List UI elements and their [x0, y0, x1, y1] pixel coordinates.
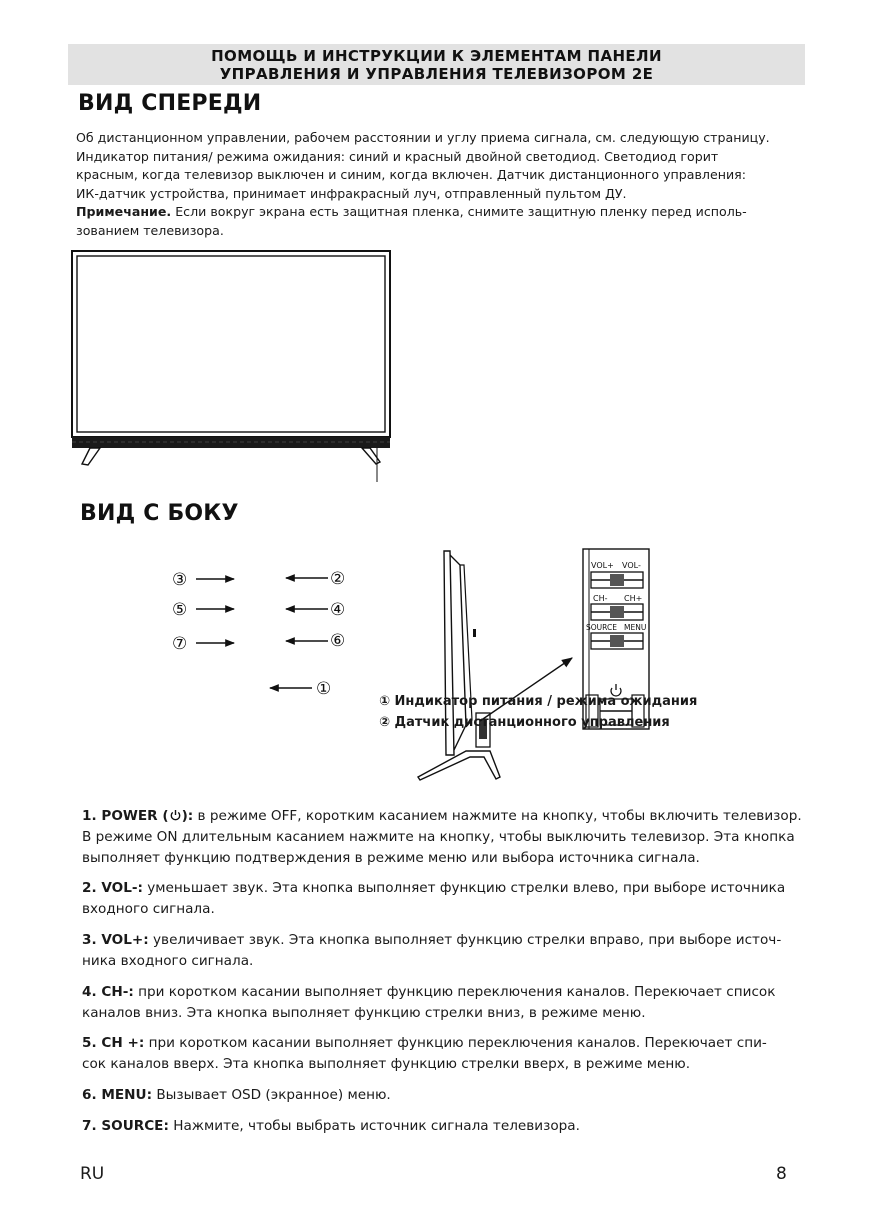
front-line-2: Индикатор питания/ режима ожидания: синий и красный двойной светодиод. Светодиод горит: [76, 148, 719, 164]
marker-6: ⑥: [330, 631, 346, 651]
label-power: 1. POWER (: [82, 808, 169, 824]
page-number: 8: [776, 1164, 787, 1184]
front-view-title: ВИД СПЕРЕДИ: [78, 91, 262, 116]
front-view-text: [76, 129, 796, 241]
label-menu: MENU: [624, 623, 647, 632]
text-source: Нажмите, чтобы выбрать источник сигнала телевизора.: [168, 1118, 580, 1134]
description-power: [82, 806, 812, 869]
front-note-continued: зованием телевизора.: [76, 222, 224, 238]
callout-power-indicator: ① Индикатор питания / режима ожидания: [379, 694, 698, 709]
text-vol-plus-2: ника входного сигнала.: [82, 953, 254, 969]
text-ch-minus-2: каналов вниз. Эта кнопка выполняет функцию стрелки вниз, в режиме меню.: [82, 1005, 646, 1021]
label-ch-plus-desc: 5. CH +:: [82, 1035, 145, 1051]
front-line-1: Об дистанционном управлении, рабочем расстоянии и углу приема сигнала, см. следующую страницу.: [76, 130, 770, 145]
note-label: Примечание.: [76, 204, 172, 220]
marker-4: ④: [330, 600, 346, 620]
description-ch-plus: [82, 1033, 812, 1075]
note-text-1: Если вокруг экрана есть защитная пленка, снимите защитную пленку перед исполь-: [171, 204, 747, 220]
text-vol-minus-2: входного сигнала.: [82, 901, 215, 917]
front-line-4: ИК-датчик устройства, принимает инфракрасный луч, отправленный пультом ДУ.: [76, 185, 627, 201]
text-vol-minus: уменьшает звук. Эта кнопка выполняет функцию стрелки влево, при выборе источника: [142, 880, 786, 896]
text-ch-minus: при коротком касании выполняет функцию переключения каналов. Перекючает список: [133, 984, 776, 1000]
marker-5: ⑤: [172, 600, 188, 620]
marker-7: ⑦: [172, 634, 188, 654]
callout-remote-sensor: ② Датчик дистанционного управления: [379, 715, 670, 730]
text-menu: Вызывает OSD (экранное) меню.: [152, 1087, 391, 1103]
page-header: [68, 44, 805, 85]
tv-front-illustration: [66, 248, 398, 488]
footer-language: RU: [80, 1164, 105, 1184]
text-power-3: выполняет функцию подтверждения в режиме меню или выбора источника сигнала.: [82, 850, 700, 866]
label-ch-plus: CH+: [624, 594, 643, 603]
text-power-2: В режиме ON длительным касанием нажмите на кнопку, чтобы выключить телевизор. Эта кнопка: [82, 829, 795, 845]
description-source: [82, 1116, 812, 1137]
label-vol-minus: VOL-: [622, 561, 641, 570]
label-vol-minus-desc: 2. VOL-:: [82, 880, 143, 896]
description-ch-minus: [82, 982, 812, 1024]
power-icon: [169, 809, 182, 821]
label-source-desc: 7. SOURCE:: [82, 1118, 169, 1134]
label-ch-minus: CH-: [593, 594, 608, 603]
marker-1: ①: [316, 679, 332, 699]
description-vol-plus: [82, 930, 812, 972]
side-view-title: ВИД С БОКУ: [80, 501, 239, 526]
label-power-end: ):: [181, 808, 194, 824]
description-menu: [82, 1085, 812, 1106]
front-note: [76, 203, 796, 222]
header-line-1: ПОМОЩЬ И ИНСТРУКЦИИ К ЭЛЕМЕНТАМ ПАНЕЛИ: [211, 47, 662, 65]
label-vol-plus: VOL+: [591, 561, 614, 570]
header-line-2: УПРАВЛЕНИЯ И УПРАВЛЕНИЯ ТЕЛЕВИЗОРОМ 2E: [219, 65, 654, 83]
label-source: SOURCE: [586, 623, 617, 632]
front-line-3: красным, когда телевизор выключен и синим, когда включен. Датчик дистанционного управления:: [76, 167, 746, 183]
button-marker-diagram: [168, 564, 368, 704]
text-ch-plus-2: сок каналов вверх. Эта кнопка выполняет функцию стрелки вверх, в режиме меню.: [82, 1056, 691, 1072]
label-ch-minus-desc: 4. CH-:: [82, 984, 134, 1000]
tv-side-illustration: [410, 545, 655, 785]
marker-2: ②: [330, 569, 346, 589]
text-vol-plus: увеличивает звук. Эта кнопка выполняет функцию стрелки вправо, при выборе источ-: [148, 932, 782, 948]
label-menu-desc: 6. MENU:: [82, 1087, 153, 1103]
text-power: в режиме OFF, коротким касанием нажмите на кнопку, чтобы включить телевизор.: [193, 808, 802, 824]
marker-3: ③: [172, 570, 188, 590]
label-vol-plus-desc: 3. VOL+:: [82, 932, 149, 948]
description-vol-minus: [82, 878, 812, 920]
text-ch-plus: при коротком касании выполняет функцию переключения каналов. Перекючает спи-: [144, 1035, 767, 1051]
